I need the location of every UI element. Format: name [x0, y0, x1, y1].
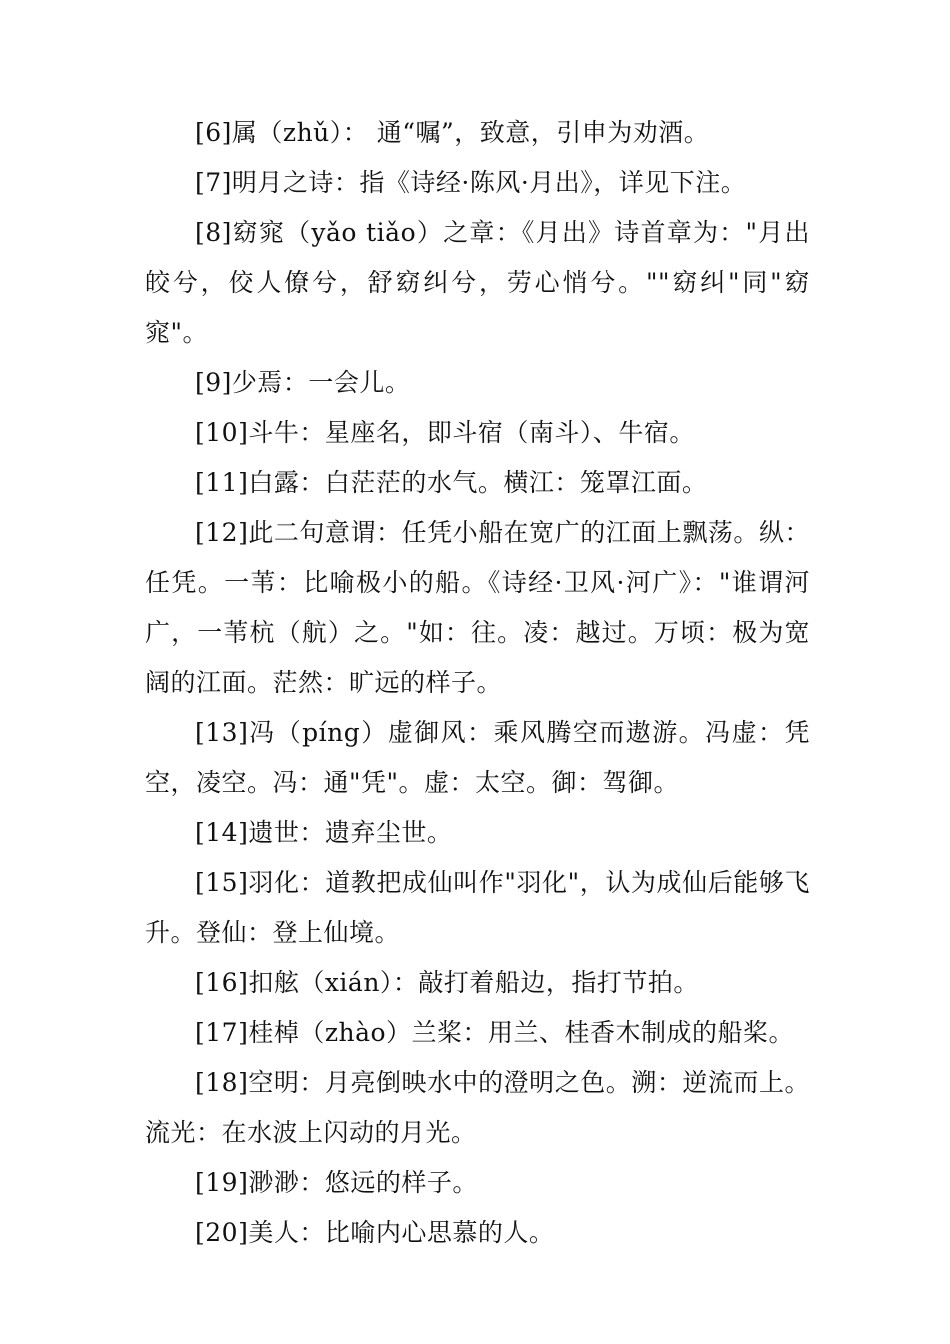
note-15: [15]羽化：道教把成仙叫作"羽化"，认为成仙后能够飞升。登仙：登上仙境。	[145, 868, 810, 947]
note-9: [9]少焉：一会儿。	[195, 368, 411, 397]
note-10: [10]斗牛：星座名，即斗宿（南斗）、牛宿。	[195, 418, 695, 447]
note-19: [19]渺渺：悠远的样子。	[195, 1168, 478, 1197]
note-6: [6]属（zhǔ）： 通“嘱”，致意，引申为劝酒。	[195, 118, 710, 147]
note-20: [20]美人：比喻内心思慕的人。	[195, 1218, 555, 1247]
note-14: [14]遗世：遗弃尘世。	[195, 818, 453, 847]
note-8: [8]窈窕（yǎo tiǎo）之章：《月出》诗首章为："月出皎兮，佼人僚兮，舒窈纠兮，劳心悄兮。""窈纠"同"窈窕"。	[145, 218, 810, 347]
note-18: [18]空明：月亮倒映水中的澄明之色。溯：逆流而上。流光：在水波上闪动的月光。	[145, 1068, 810, 1147]
note-17: [17]桂棹（zhào）兰桨：用兰、桂香木制成的船桨。	[195, 1018, 795, 1047]
note-12: [12]此二句意谓：任凭小船在宽广的江面上飘荡。纵：任凭。一苇：比喻极小的船。《诗经·卫风·河广》："谁谓河广，一苇杭（航）之。"如：往。凌：越过。万顷：极为宽阔的江面。茫然：旷远的样子。	[145, 518, 810, 697]
note-16: [16]扣舷（xián）：敲打着船边，指打节拍。	[195, 968, 699, 997]
note-11: [11]白露：白茫茫的水气。横江：笼罩江面。	[195, 468, 708, 497]
note-13: [13]冯（píng）虚御风：乘风腾空而遨游。冯虚：凭空，凌空。冯：通"凭"。虚：太空。御：驾御。	[145, 718, 810, 797]
note-7: [7]明月之诗：指《诗经·陈风·月出》，详见下注。	[195, 168, 747, 197]
annotation-notes-page	[145, 108, 810, 1258]
